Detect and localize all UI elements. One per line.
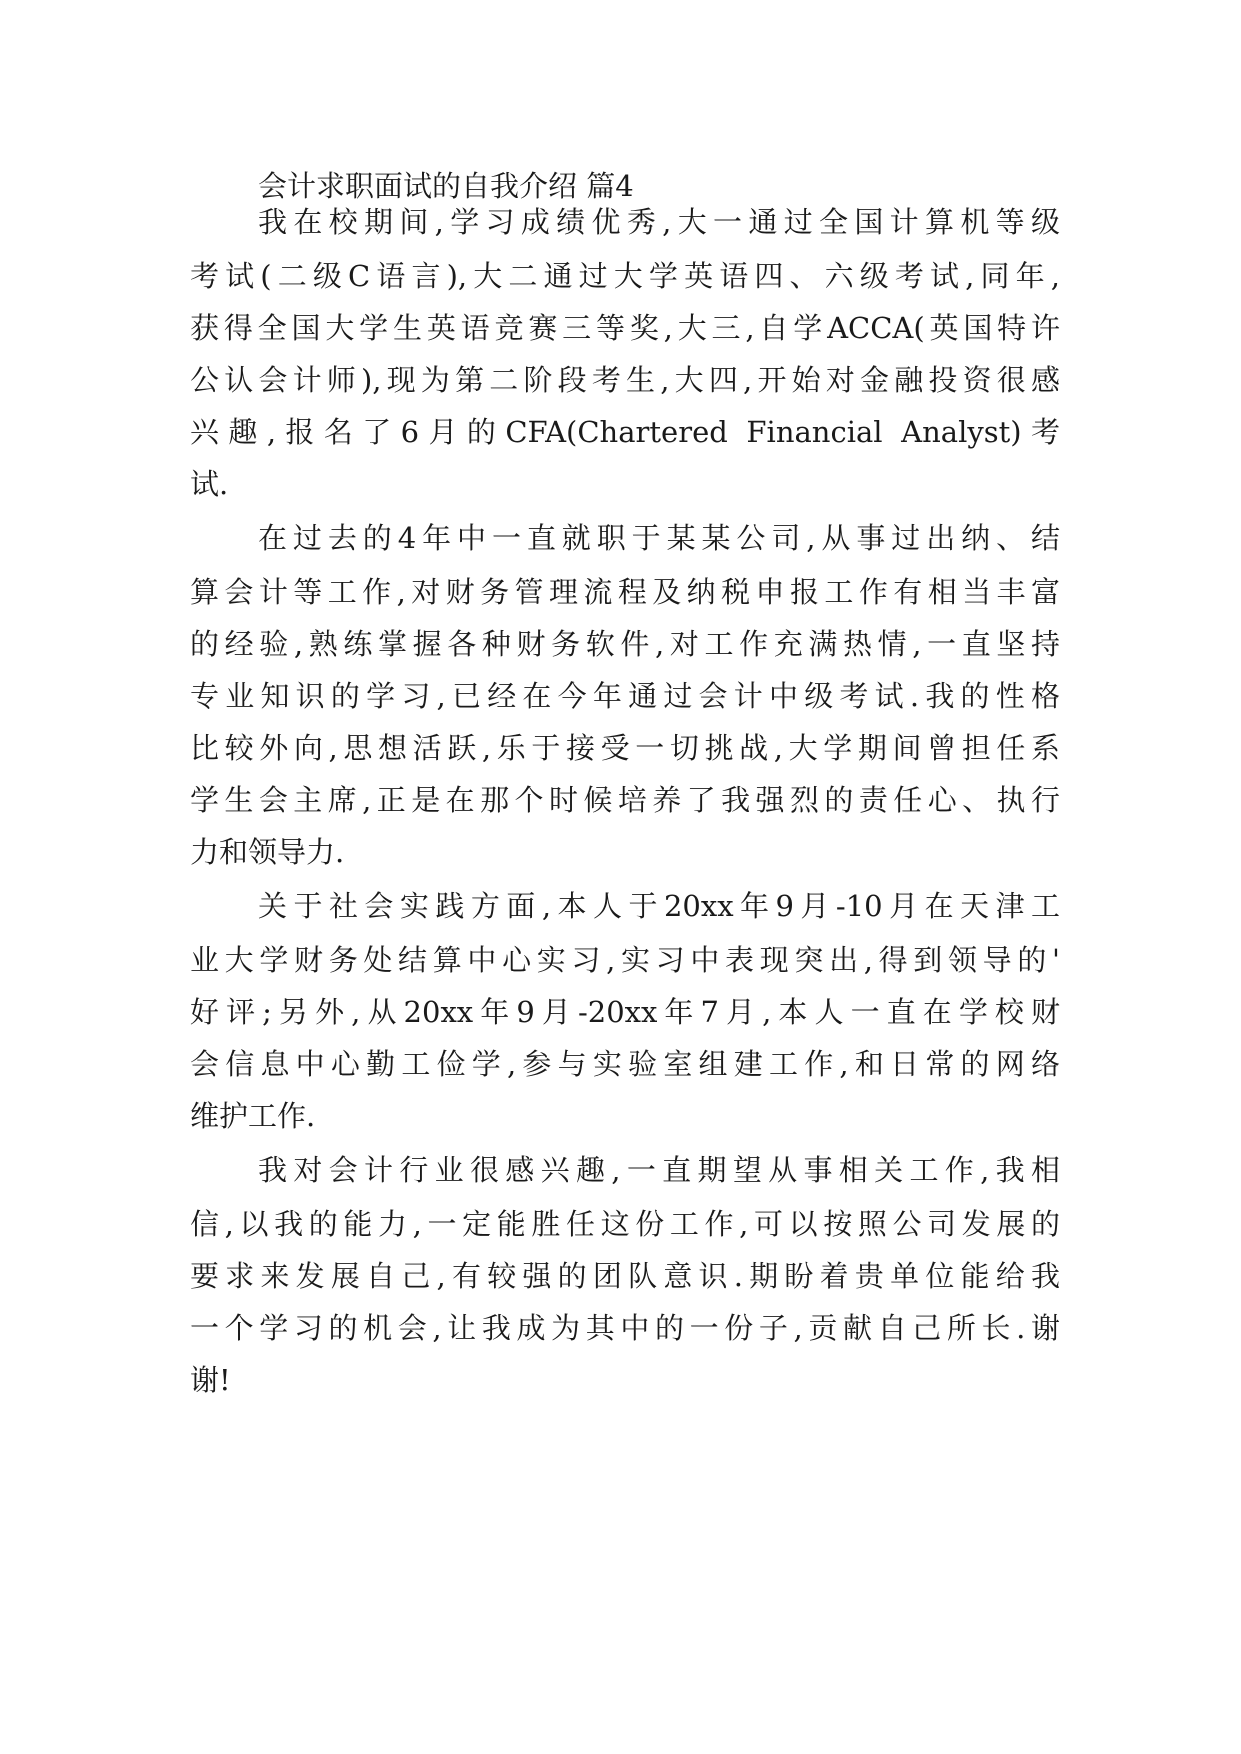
paragraph-3-line-5: 维护工作.: [190, 1099, 316, 1133]
paragraph-4-line-5: 谢!: [190, 1363, 231, 1397]
paragraph-4-line-3: 要求来发展自己,有较强的团队意识.期盼着贵单位能给我: [190, 1259, 1060, 1293]
paragraph-2-line-4: 专业知识的学习,已经在今年通过会计中级考试.我的性格: [190, 679, 1060, 713]
paragraph-4-line-2: 信,以我的能力,一定能胜任这份工作,可以按照公司发展的: [190, 1207, 1060, 1241]
paragraph-3-line-3: 好评;另外,从20xx年9月-20xx年7月,本人一直在学校财: [190, 995, 1060, 1029]
paragraph-3-line-4: 会信息中心勤工俭学,参与实验室组建工作,和日常的网络: [190, 1047, 1060, 1081]
paragraph-2-line-6: 学生会主席,正是在那个时候培养了我强烈的责任心、执行: [190, 783, 1060, 817]
paragraph-1-line-3: 获得全国大学生英语竞赛三等奖,大三,自学ACCA(英国特许: [190, 311, 1060, 345]
document-title: 会计求职面试的自我介绍 篇4: [258, 169, 634, 203]
paragraph-2-line-3: 的经验,熟练掌握各种财务软件,对工作充满热情,一直坚持: [190, 627, 1060, 661]
paragraph-4-line-4: 一个学习的机会,让我成为其中的一份子,贡献自己所长.谢: [190, 1311, 1060, 1345]
paragraph-4-line-1: 我对会计行业很感兴趣,一直期望从事相关工作,我相: [258, 1153, 1060, 1187]
paragraph-1-line-4: 公认会计师),现为第二阶段考生,大四,开始对金融投资很感: [190, 363, 1060, 397]
paragraph-3-line-2: 业大学财务处结算中心实习,实习中表现突出,得到领导的': [190, 943, 1060, 977]
paragraph-1-line-2: 考试(二级C语言),大二通过大学英语四、六级考试,同年,: [190, 259, 1060, 293]
paragraph-3-line-1: 关于社会实践方面,本人于20xx年9月-10月在天津工: [258, 889, 1060, 923]
paragraph-2-line-1: 在过去的4年中一直就职于某某公司,从事过出纳、结: [258, 521, 1060, 555]
paragraph-1-line-1: 我在校期间,学习成绩优秀,大一通过全国计算机等级: [258, 205, 1060, 239]
paragraph-2-line-7: 力和领导力.: [190, 835, 345, 869]
paragraph-2-line-2: 算会计等工作,对财务管理流程及纳税申报工作有相当丰富: [190, 575, 1060, 609]
paragraph-1-line-6: 试.: [190, 467, 229, 501]
paragraph-1-line-5: 兴趣,报名了6月的CFA(Chartered Financial Analyst)考: [190, 415, 1060, 449]
paragraph-2-line-5: 比较外向,思想活跃,乐于接受一切挑战,大学期间曾担任系: [190, 731, 1060, 765]
